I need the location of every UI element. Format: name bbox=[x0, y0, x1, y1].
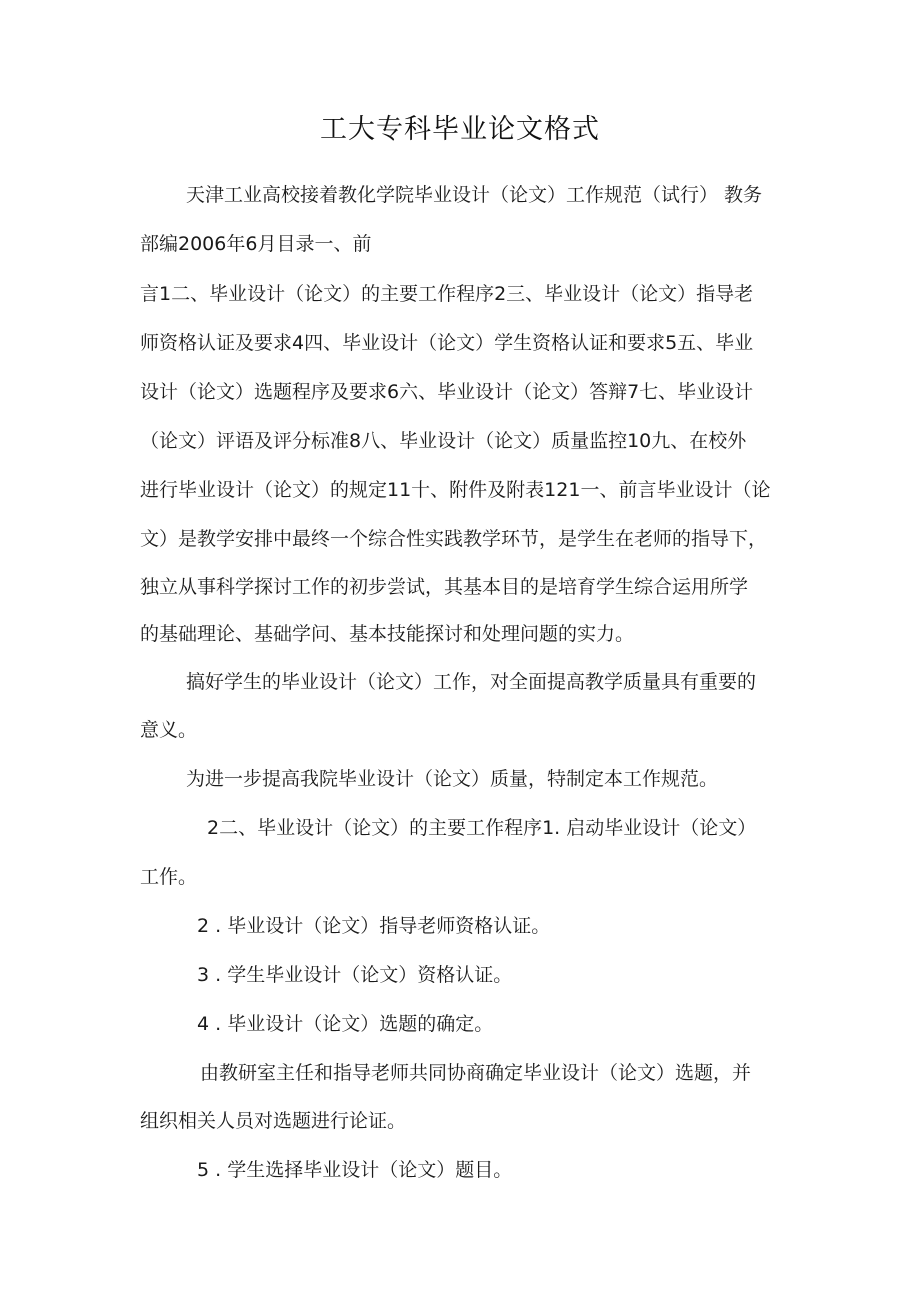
document-title: 工大专科毕业论文格式 bbox=[320, 114, 600, 145]
paragraph-line: 为进一步提高我院毕业设计（论文）质量，特制定本工作规范。 bbox=[186, 768, 719, 790]
paragraph-line: 工作。 bbox=[140, 866, 198, 888]
paragraph-line: 独立从事科学探讨工作的初步尝试，其基本目的是培育学生综合运用所学 bbox=[140, 576, 749, 598]
list-item: 2 . 毕业设计（论文）指导老师资格认证。 bbox=[197, 915, 551, 937]
paragraph-line: 进行毕业设计（论文）的规定11十、附件及附表121一、前言毕业设计（论 bbox=[140, 479, 771, 501]
list-item: 3 . 学生毕业设计（论文）资格认证。 bbox=[197, 964, 513, 986]
paragraph-line: 2二、毕业设计（论文）的主要工作程序1. 启动毕业设计（论文） bbox=[207, 817, 757, 839]
paragraph-line: 天津工业高校接着教化学院毕业设计（论文）工作规范（试行） 教务 bbox=[186, 184, 763, 206]
list-item: 5 . 学生选择毕业设计（论文）题目。 bbox=[197, 1159, 513, 1181]
paragraph-line: 搞好学生的毕业设计（论文）工作，对全面提高教学质量具有重要的 bbox=[186, 671, 757, 693]
paragraph-line: 意义。 bbox=[140, 719, 198, 741]
paragraph-line: 部编2006年6月目录一、前 bbox=[140, 233, 372, 255]
paragraph-line: 文）是教学安排中最终一个综合性实践教学环节，是学生在老师的指导下， bbox=[140, 528, 768, 550]
paragraph-line: （论文）评语及评分标准8八、毕业设计（论文）质量监控10九、在校外 bbox=[140, 430, 747, 452]
paragraph-line: 师资格认证及要求4四、毕业设计（论文）学生资格认证和要求5五、毕业 bbox=[140, 332, 754, 354]
paragraph-line: 言1二、毕业设计（论文）的主要工作程序2三、毕业设计（论文）指导老 bbox=[140, 283, 754, 305]
paragraph-line: 组织相关人员对选题进行论证。 bbox=[140, 1110, 407, 1132]
paragraph-line: 由教研室主任和指导老师共同协商确定毕业设计（论文）选题，并 bbox=[200, 1062, 752, 1084]
list-item: 4 . 毕业设计（论文）选题的确定。 bbox=[197, 1013, 494, 1035]
paragraph-line: 的基础理论、基础学问、基本技能探讨和处理问题的实力。 bbox=[140, 623, 635, 645]
paragraph-line: 设计（论文）选题程序及要求6六、毕业设计（论文）答辩7七、毕业设计 bbox=[140, 381, 754, 403]
